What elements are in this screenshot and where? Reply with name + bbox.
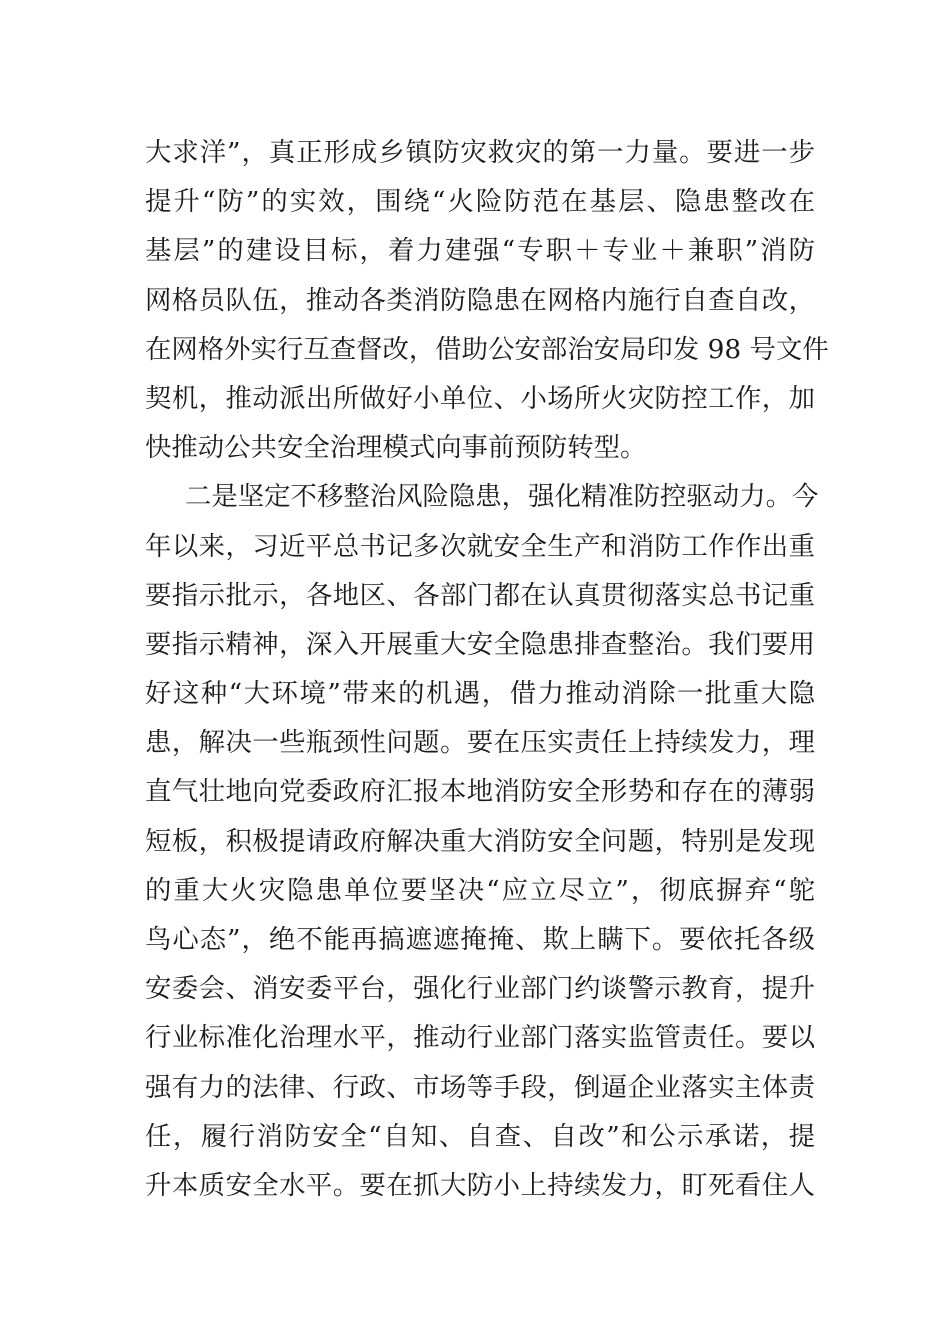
text-line: 的重大火灾隐患单位要坚决“应立尽立”，彻底摒弃“鸵	[145, 874, 815, 906]
text-line: 鸟心态”，绝不能再搞遮遮掩掩、欺上瞒下。要依托各级	[145, 924, 815, 955]
text-line: 好这种“大环境”带来的机遇，借力推动消除一批重大隐	[145, 678, 815, 710]
text-line: 要指示精神，深入开展重大安全隐患排查整治。我们要用	[145, 628, 815, 660]
text-line: 大求洋”，真正形成乡镇防灾救灾的第一力量。要进一步	[145, 137, 815, 168]
body-text	[145, 128, 829, 1210]
text-line: 在网格外实行互查督改，借助公安部治安局印发 98 号文件	[145, 333, 829, 365]
paragraph-heading-line: 二是坚定不移整治风险隐患，强化精准防控驱动力。今	[185, 481, 819, 513]
text-line: 要指示批示，各地区、各部门都在认真贯彻落实总书记重	[145, 579, 815, 611]
text-line: 患，解决一些瓶颈性问题。要在压实责任上持续发力，理	[145, 727, 815, 759]
text-line: 升本质安全水平。要在抓大防小上持续发力，盯死看住人	[145, 1169, 815, 1201]
text-line: 任，履行消防安全“自知、自查、自改”和公示承诺，提	[145, 1120, 815, 1152]
paragraph-end-line: 快推动公共安全治理模式向事前预防转型。	[145, 432, 647, 464]
text-line: 契机，推动派出所做好小单位、小场所火灾防控工作，加	[145, 382, 815, 414]
text-line: 提升“防”的实效，围绕“火险防范在基层、隐患整改在	[145, 186, 815, 218]
text-line: 行业标准化治理水平，推动行业部门落实监管责任。要以	[145, 1022, 815, 1054]
text-line: 短板，积极提请政府解决重大消防安全问题，特别是发现	[145, 825, 815, 857]
text-line: 网格员队伍，推动各类消防隐患在网格内施行自查自改，	[145, 284, 815, 316]
text-line: 强有力的法律、行政、市场等手段，倒逼企业落实主体责	[145, 1071, 815, 1103]
text-line: 直气壮地向党委政府汇报本地消防安全形势和存在的薄弱	[145, 776, 815, 808]
text-line: 基层”的建设目标，着力建强“专职＋专业＋兼职”消防	[145, 235, 815, 267]
text-line: 安委会、消安委平台，强化行业部门约谈警示教育，提升	[145, 973, 815, 1005]
text-line: 年以来，习近平总书记多次就安全生产和消防工作作出重	[145, 530, 815, 562]
